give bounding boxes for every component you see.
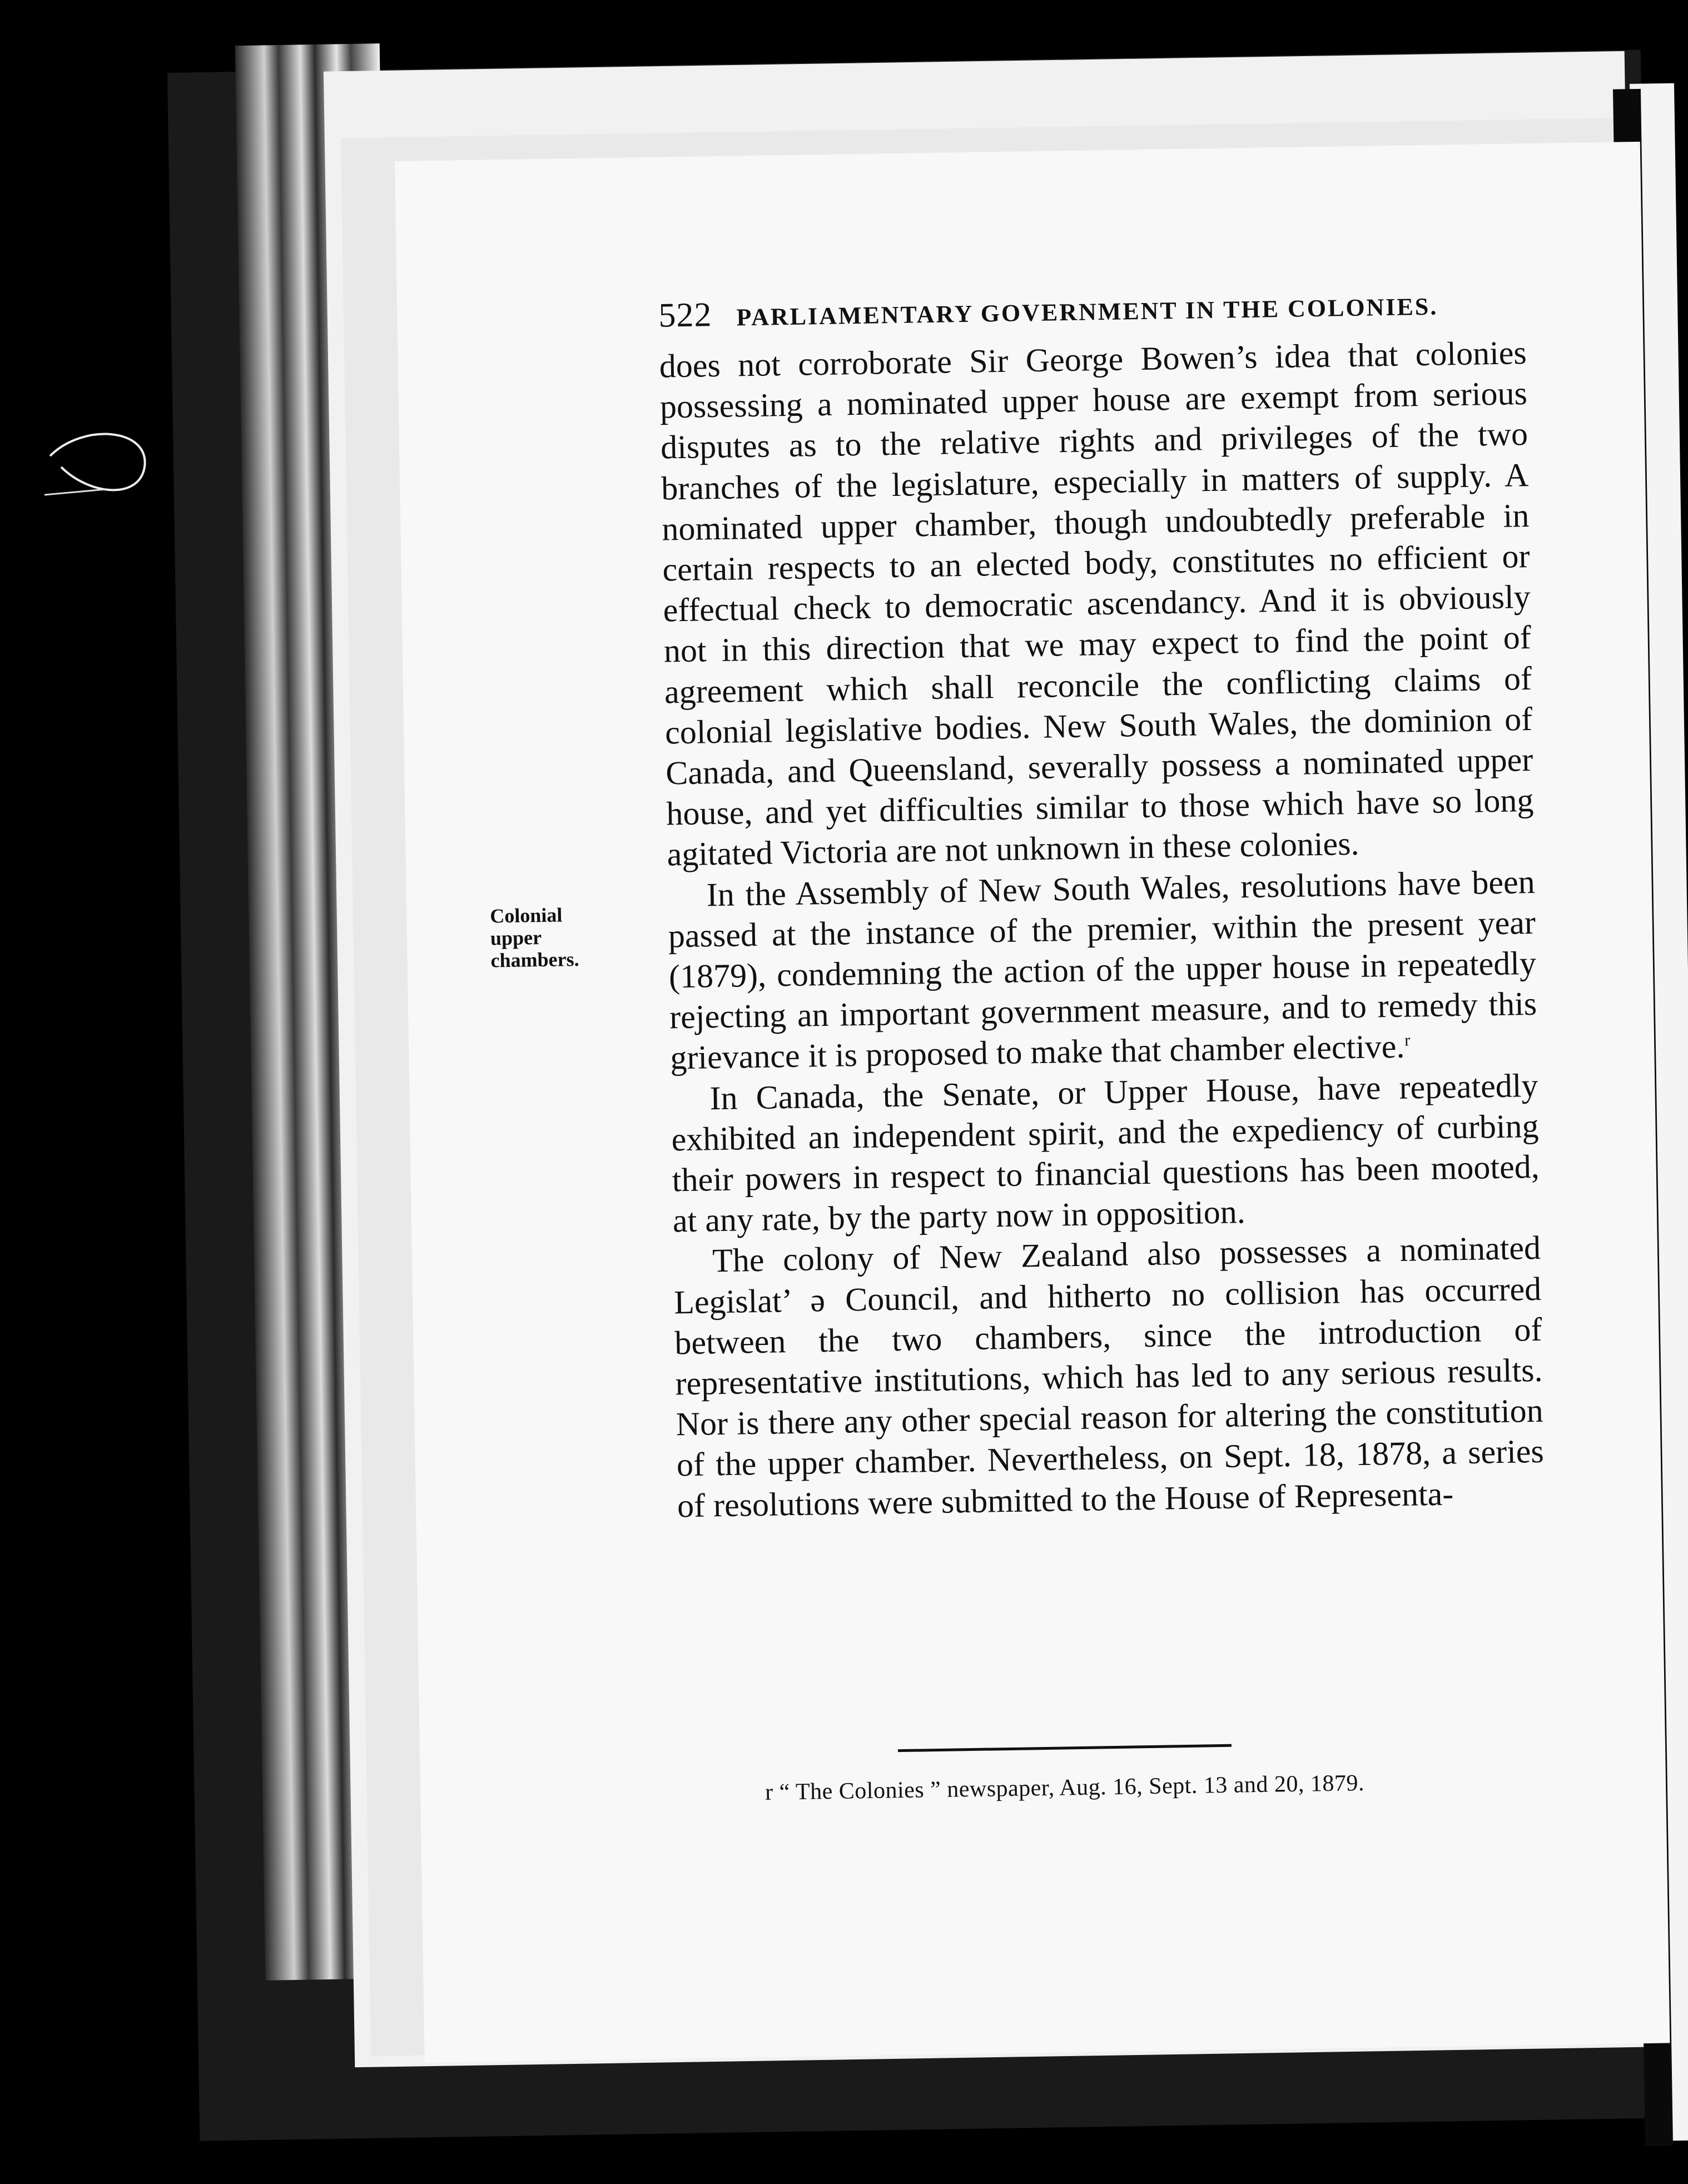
page-number: 522 [658,296,712,335]
margin-note-line: Colonial [490,904,563,927]
paragraph: The colony of New Zealand also possesses a nominated Legislat’ ə Council, and hitherto no collision has occurred between the two chambers, since the introduction of representative institutions, which has led to any serious results. Nor is there any other special reason for altering the constitution of the upper chamber. Nevertheless, on Sept. 18, 1878, a series of resolutions were submitted to the House of Representa- [673,1229,1545,1525]
paragraph: In Canada, the Senate, or Upper House, have repeatedly exhibited an independent spirit, and the expediency of curbing their powers in respect to financial questions has been mooted, at any rate, by the party now in opposition. [671,1066,1540,1239]
paragraph-text: In the Assembly of New South Wales, resolutions have been passed at the instance of the premier, within the present year (1879), condemning the action of the upper house in repeatedly rejecting an important government measure, and to remedy this grievance it is proposed to make that chamber elective. [668,863,1537,1076]
margin-note-line: chambers. [490,947,579,972]
body-text [659,332,1545,1526]
running-head-title: PARLIAMENTARY GOVERNMENT IN THE COLONIES. [736,292,1438,331]
footnote-rule [898,1744,1232,1752]
book-page [395,142,1670,2063]
margin-note-line: upper [490,926,542,950]
paragraph [667,862,1538,1079]
margin-note [490,903,619,972]
footnote: r “ The Colonies ” newspaper, Aug. 16, Sept. 13 and 20, 1879. [764,1770,1365,1805]
paragraph: does not corroborate Sir George Bowen’s idea that colonies possessing a nominated upper house are exempt from serious disputes as to the relative rights and privileges of the two branches of the legislature, especially in matters of supply. A nominated upper chamber, though undoubtedly preferable in certain respects to an elected body, constitutes no efficient or effectual check to democratic ascendancy. And it is obviously not in this direction that we may expect to find the point of agreement which shall reconcile the conflicting claims of colonial legislative bodies. New South Wales, the dominion of Canada, and Queensland, severally possess a nominated upper house, and yet difficulties similar to those which have so long agitated Victoria are not unknown in these colonies. [659,334,1534,873]
running-head [658,281,1604,336]
footnote-marker: r [1404,1031,1411,1050]
pen-scribble-mark [39,400,161,512]
